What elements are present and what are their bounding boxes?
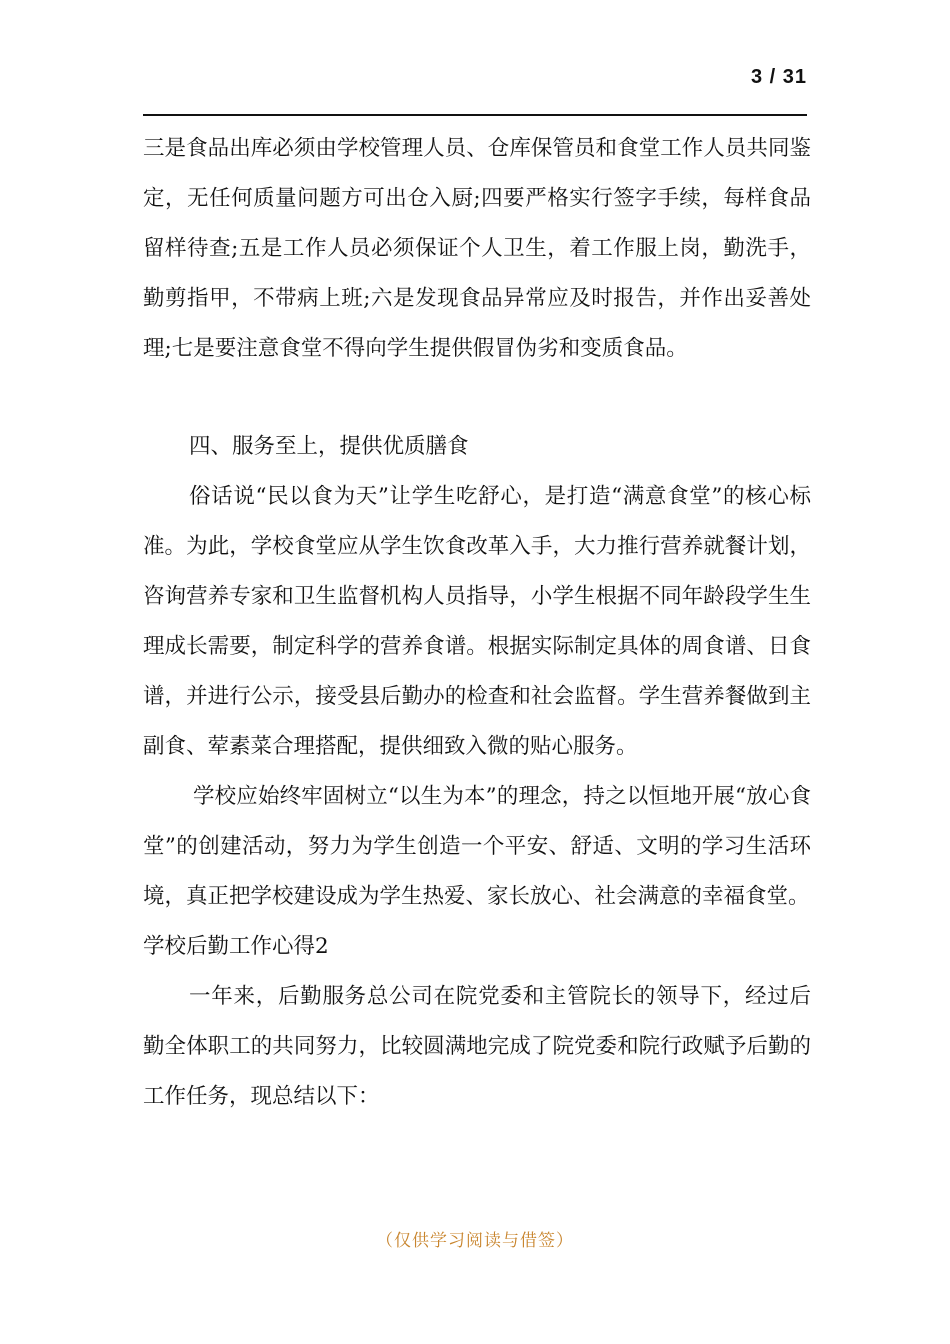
header-divider: [143, 114, 807, 116]
page-number: 3 / 31: [750, 66, 807, 88]
section-title-logistics-2: 学校后勤工作心得2: [143, 934, 329, 959]
paragraph-food-outbound-rules: 三是食品出库必须由学校管理人员、仓库保管员和食堂工作人员共同鉴定，无任何质量问题方可出仓入厨;四要严格实行签字手续，每样食品留样待查;五是工作人员必须保证个人卫生，着工作服上岗，勤洗手，勤剪指甲，不带病上班;六是发现食品异常应及时报告，并作出妥善处理;七是要注意食堂不得向学生提供假冒伪劣和变质食品。: [143, 136, 811, 361]
paragraph-student-centered: 学校应始终牢固树立“以生为本”的理念，持之以恒地开展“放心食堂”的创建活动，努力为学生创造一个平安、舒适、文明的学习生活环境，真正把学校建设成为学生热爱、家长放心、社会满意的幸福食堂。: [143, 784, 811, 909]
document-body: [143, 124, 811, 1122]
paragraph-spacer: [143, 374, 811, 422]
section-heading-service: 四、服务至上，提供优质膳食: [189, 434, 469, 459]
footer-disclaimer: （仅供学习阅读与借签）: [376, 1231, 574, 1251]
paragraph-annual-summary: 一年来，后勤服务总公司在院党委和主管院长的领导下，经过后勤全体职工的共同努力，比较圆满地完成了院党委和院行政赋予后勤的工作任务，现总结以下：: [143, 984, 811, 1109]
paragraph-nutrition: 俗话说“民以食为天”让学生吃舒心，是打造“满意食堂”的核心标准。为此，学校食堂应从学生饮食改革入手，大力推行营养就餐计划，咨询营养专家和卫生监督机构人员指导，小学生根据不同年龄段学生生理成长需要，制定科学的营养食谱。根据实际制定具体的周食谱、日食谱，并进行公示，接受县后勤办的检查和社会监督。学生营养餐做到主副食、荤素菜合理搭配，提供细致入微的贴心服务。: [143, 484, 811, 759]
